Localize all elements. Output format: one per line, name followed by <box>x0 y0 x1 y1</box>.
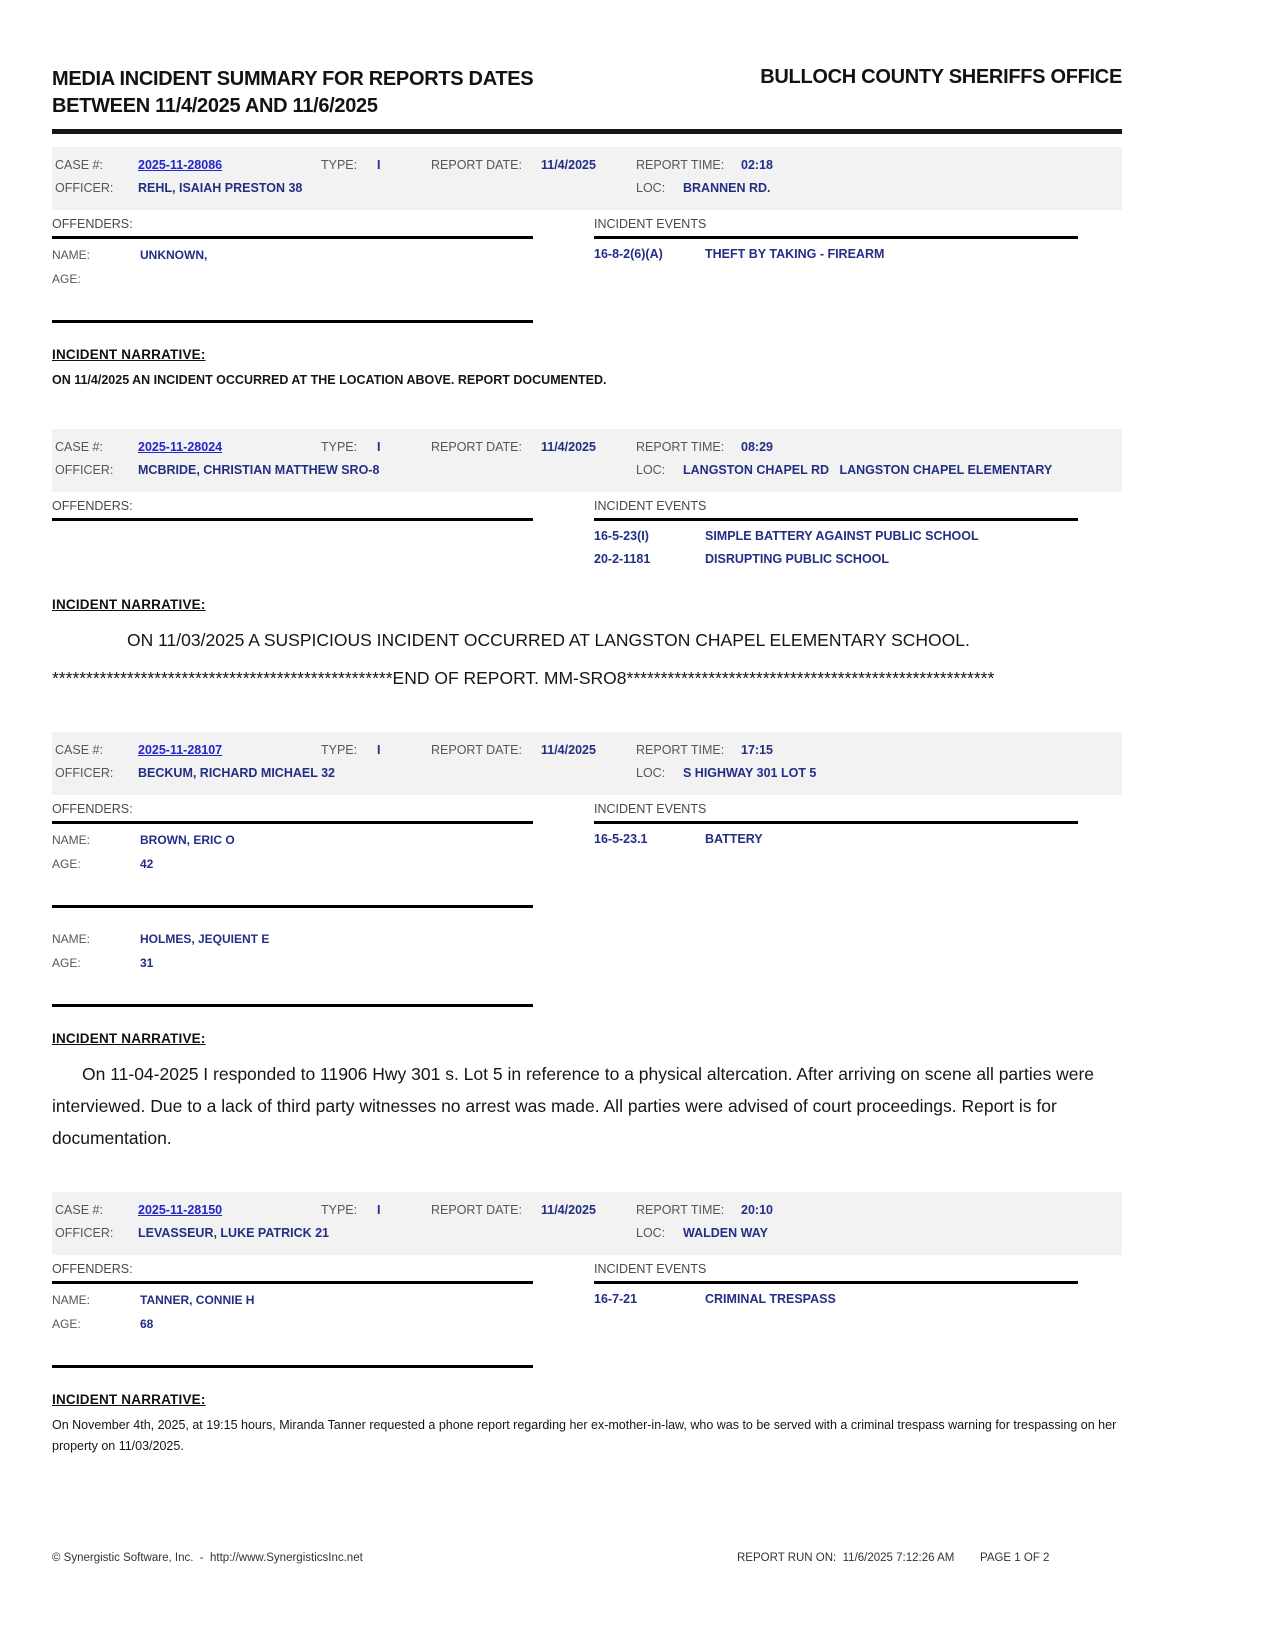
age-label: AGE: <box>52 1317 81 1331</box>
report-time-label: REPORT TIME: <box>636 440 725 454</box>
name-label: NAME: <box>52 833 91 847</box>
offenders-column <box>52 217 594 323</box>
incident-events-column <box>594 802 1122 1007</box>
name-label: NAME: <box>52 248 91 262</box>
case-row <box>55 741 1122 764</box>
report-title <box>52 66 533 120</box>
narrative-text: ON 11/4/2025 AN INCIDENT OCCURRED AT THE LOCATION ABOVE. REPORT DOCUMENTED. <box>52 373 607 387</box>
type-label: TYPE: <box>321 440 358 454</box>
offender-age: 31 <box>140 956 154 970</box>
incident-block-1-header <box>52 147 1122 210</box>
event-description: DISRUPTING PUBLIC SCHOOL <box>705 552 890 566</box>
spacer <box>52 294 594 320</box>
incident-block-1-details <box>52 217 1122 323</box>
location-value: S HIGHWAY 301 LOT 5 <box>683 766 817 780</box>
event-code: 16-5-23(I) <box>594 529 649 543</box>
report-title-line1: MEDIA INCIDENT SUMMARY FOR REPORTS DATES <box>52 68 534 90</box>
report-time-value: 02:18 <box>741 158 773 172</box>
incident-events-heading: INCIDENT EVENTS <box>594 802 707 816</box>
officer-name: MCBRIDE, CHRISTIAN MATTHEW SRO-8 <box>138 463 380 477</box>
event-list <box>594 830 1122 853</box>
offender-name-row <box>52 831 594 855</box>
type-label: TYPE: <box>321 743 358 757</box>
header-rule <box>52 129 1122 134</box>
offender-name-row <box>52 1291 594 1315</box>
type-label: TYPE: <box>321 158 358 172</box>
type-value: I <box>377 158 381 172</box>
offender-name-row <box>52 930 594 954</box>
incident-narrative-heading: INCIDENT NARRATIVE: <box>52 347 206 362</box>
officer-row <box>55 764 1122 787</box>
event-list <box>594 1290 1122 1313</box>
event-code: 16-8-2(6)(A) <box>594 247 663 261</box>
offenders-rule <box>52 236 533 239</box>
page-footer <box>52 1552 1122 1572</box>
report-date-value: 11/4/2025 <box>541 743 596 757</box>
offender-age: 68 <box>140 1317 154 1331</box>
event-description: SIMPLE BATTERY AGAINST PUBLIC SCHOOL <box>705 529 979 543</box>
age-label: AGE: <box>52 857 81 871</box>
officer-row <box>55 1224 1122 1247</box>
report-date-value: 11/4/2025 <box>541 1203 596 1217</box>
offenders-column <box>52 802 594 1007</box>
report-time-value: 17:15 <box>741 743 773 757</box>
case-number-label: CASE #: <box>55 440 103 454</box>
loc-label: LOC: <box>636 463 666 477</box>
incident-events-heading: INCIDENT EVENTS <box>594 499 707 513</box>
case-number-label: CASE #: <box>55 1203 103 1217</box>
spacer <box>52 1339 594 1365</box>
event-description: THEFT BY TAKING - FIREARM <box>705 247 885 261</box>
case-row <box>55 156 1122 179</box>
page-indicator: PAGE 1 OF 2 <box>980 1552 1050 1564</box>
offender-entry <box>52 1291 594 1368</box>
event-row <box>594 245 1122 268</box>
location-value: WALDEN WAY <box>683 1226 768 1240</box>
offender-name: BROWN, ERIC O <box>140 833 235 847</box>
loc-label: LOC: <box>636 766 666 780</box>
agency-name: BULLOCH COUNTY SHERIFFS OFFICE <box>760 66 1122 88</box>
incident-block-2-details <box>52 499 1122 573</box>
footer-copyright: © Synergistic Software, Inc. - http://www.SynergisticsInc.net <box>52 1552 363 1564</box>
report-time-value: 20:10 <box>741 1203 773 1217</box>
case-number-link[interactable]: 2025-11-28107 <box>138 743 223 757</box>
type-value: I <box>377 440 381 454</box>
event-code: 20-2-1181 <box>594 552 651 566</box>
event-row <box>594 830 1122 853</box>
report-run-on: REPORT RUN ON: 11/6/2025 7:12:26 AM <box>737 1552 955 1564</box>
offender-entry <box>52 246 594 323</box>
report-date-label: REPORT DATE: <box>431 1203 522 1217</box>
age-label: AGE: <box>52 272 81 286</box>
officer-label: OFFICER: <box>55 181 114 195</box>
incident-events-heading: INCIDENT EVENTS <box>594 1262 707 1276</box>
report-date-label: REPORT DATE: <box>431 158 522 172</box>
offenders-rule <box>52 1281 533 1284</box>
officer-row <box>55 179 1122 202</box>
incident-block-3-header <box>52 732 1122 795</box>
event-code: 16-5-23.1 <box>594 832 648 846</box>
narrative-text: On 11-04-2025 I responded to 11906 Hwy 301 s. Lot 5 in reference to a physical altercation. After arriving on scene all parties were interviewed. Due to a lack of third party witnesses no arrest was made. All parties were advised of court proceedings. Report is for documentation. <box>52 1064 1095 1148</box>
event-description: CRIMINAL TRESPASS <box>705 1292 836 1306</box>
offenders-heading: OFFENDERS: <box>52 499 133 513</box>
report-date-label: REPORT DATE: <box>431 440 522 454</box>
type-label: TYPE: <box>321 1203 358 1217</box>
offender-age-row <box>52 954 594 978</box>
age-label: AGE: <box>52 956 81 970</box>
report-time-value: 08:29 <box>741 440 773 454</box>
spacer <box>52 978 594 1004</box>
narrative-text: **************************************************END OF REPORT. MM-SRO8****************************************************** <box>52 668 995 688</box>
case-row <box>55 1201 1122 1224</box>
incident-narrative-heading: INCIDENT NARRATIVE: <box>52 1392 206 1407</box>
offender-name: HOLMES, JEQUIENT E <box>140 932 270 946</box>
offender-age-row <box>52 855 594 879</box>
location-value: BRANNEN RD. <box>683 181 771 195</box>
spacer <box>52 879 594 905</box>
report-time-label: REPORT TIME: <box>636 743 725 757</box>
incident-narrative-heading: INCIDENT NARRATIVE: <box>52 1031 206 1046</box>
officer-label: OFFICER: <box>55 766 114 780</box>
officer-label: OFFICER: <box>55 1226 114 1240</box>
offender-name-row <box>52 246 594 270</box>
loc-label: LOC: <box>636 181 666 195</box>
location-value: LANGSTON CHAPEL RD LANGSTON CHAPEL ELEMENTARY <box>683 463 1053 477</box>
event-row <box>594 1290 1122 1313</box>
event-list <box>594 245 1122 268</box>
offenders-heading: OFFENDERS: <box>52 1262 133 1276</box>
incident-block-4-header <box>52 1192 1122 1255</box>
incident-events-rule <box>594 1281 1078 1284</box>
offender-end-rule <box>52 1365 533 1368</box>
offender-end-rule <box>52 320 533 323</box>
offenders-heading: OFFENDERS: <box>52 217 133 231</box>
report-date-value: 11/4/2025 <box>541 158 596 172</box>
offender-age: 42 <box>140 857 154 871</box>
report-date-label: REPORT DATE: <box>431 743 522 757</box>
incident-events-column <box>594 1262 1122 1368</box>
offenders-heading: OFFENDERS: <box>52 802 133 816</box>
incident-block-3-details <box>52 802 1122 1007</box>
report-time-label: REPORT TIME: <box>636 158 725 172</box>
officer-row <box>55 461 1122 484</box>
report-title-line2: BETWEEN 11/4/2025 AND 11/6/2025 <box>52 95 378 117</box>
officer-label: OFFICER: <box>55 463 114 477</box>
incident-events-rule <box>594 236 1078 239</box>
offenders-column <box>52 499 594 573</box>
offender-age-row <box>52 1315 594 1339</box>
offenders-column <box>52 1262 594 1368</box>
narrative-text: On November 4th, 2025, at 19:15 hours, Miranda Tanner requested a phone report regarding her ex-mother-in-law, who was to be served with a criminal trespass warning for trespassing on her property on 11/03/2025. <box>52 1418 1117 1453</box>
incident-events-heading: INCIDENT EVENTS <box>594 217 707 231</box>
offender-entry <box>52 831 594 908</box>
report-date-value: 11/4/2025 <box>541 440 596 454</box>
case-number-link[interactable]: 2025-11-28024 <box>138 440 223 454</box>
name-label: NAME: <box>52 1293 91 1307</box>
event-description: BATTERY <box>705 832 763 846</box>
incident-block-2-header <box>52 429 1122 492</box>
report-time-label: REPORT TIME: <box>636 1203 725 1217</box>
offender-name: UNKNOWN, <box>140 248 208 262</box>
event-row <box>594 550 1122 573</box>
officer-name: BECKUM, RICHARD MICHAEL 32 <box>138 766 336 780</box>
incident-block-4-details <box>52 1262 1122 1368</box>
narrative-text: ON 11/03/2025 A SUSPICIOUS INCIDENT OCCURRED AT LANGSTON CHAPEL ELEMENTARY SCHOOL. <box>127 630 970 650</box>
offenders-rule <box>52 821 533 824</box>
event-row <box>594 527 1122 550</box>
event-list <box>594 527 1122 573</box>
incident-events-column <box>594 499 1122 573</box>
incident-events-rule <box>594 518 1078 521</box>
case-number-link[interactable]: 2025-11-28150 <box>138 1203 223 1217</box>
type-value: I <box>377 743 381 757</box>
incident-events-column <box>594 217 1122 323</box>
incident-narrative-heading: INCIDENT NARRATIVE: <box>52 597 206 612</box>
offender-end-rule <box>52 1004 533 1007</box>
case-row <box>55 438 1122 461</box>
type-value: I <box>377 1203 381 1217</box>
event-code: 16-7-21 <box>594 1292 638 1306</box>
officer-name: LEVASSEUR, LUKE PATRICK 21 <box>138 1226 329 1240</box>
document-header <box>52 66 1122 120</box>
case-number-label: CASE #: <box>55 743 103 757</box>
name-label: NAME: <box>52 932 91 946</box>
case-number-label: CASE #: <box>55 158 103 172</box>
loc-label: LOC: <box>636 1226 666 1240</box>
offender-name: TANNER, CONNIE H <box>140 1293 255 1307</box>
offender-age-row <box>52 270 594 294</box>
offender-end-rule <box>52 905 533 908</box>
offender-entry <box>52 930 594 1007</box>
case-number-link[interactable]: 2025-11-28086 <box>138 158 223 172</box>
offenders-rule <box>52 518 533 521</box>
officer-name: REHL, ISAIAH PRESTON 38 <box>138 181 303 195</box>
incident-events-rule <box>594 821 1078 824</box>
